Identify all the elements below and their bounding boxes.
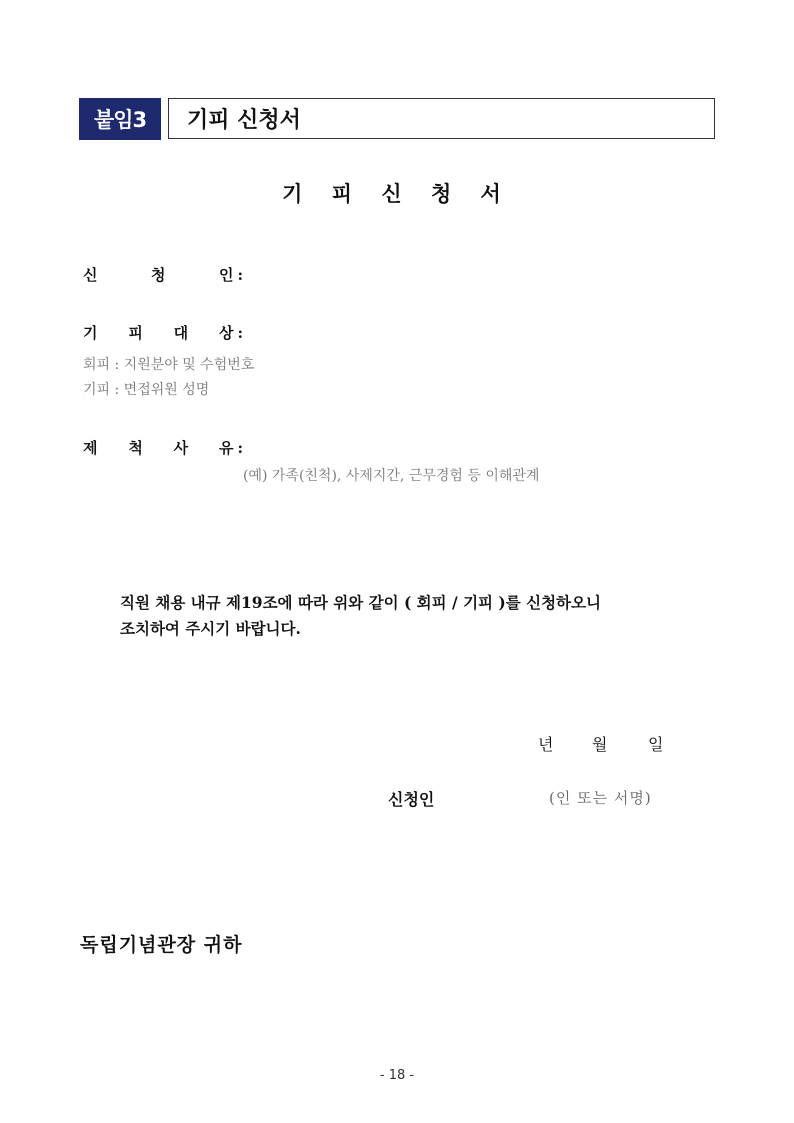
reason-label: 제 척 사 유 : <box>83 439 243 457</box>
date-year: 년 <box>538 735 554 754</box>
signature-label: 신청인 <box>388 790 435 809</box>
body-line-2: 조치하여 주시기 바랍니다. <box>120 619 301 638</box>
target-label: 기 피 대 상 : <box>83 324 243 342</box>
body-line-1: 직원 채용 내규 제19조에 따라 위와 같이 ( 회피 / 기피 )를 신청하오니 <box>120 593 601 612</box>
attachment-tag: 붙임3 <box>79 98 161 140</box>
header-title: 기피 신청서 <box>168 98 715 139</box>
document-title: 기 피 신 청 서 <box>282 182 512 206</box>
date-day: 일 <box>648 735 664 754</box>
target-hint-challenge: 기피 : 면접위원 성명 <box>83 382 210 398</box>
reason-hint: (예) 가족(친척), 사제지간, 근무경험 등 이해관계 <box>243 468 540 484</box>
page-number: - 18 - <box>379 1068 415 1083</box>
signature-hint: (인 또는 서명) <box>549 789 652 807</box>
date-month: 월 <box>592 735 608 754</box>
target-hint-avoid: 회피 : 지원분야 및 수험번호 <box>83 357 255 373</box>
applicant-label: 신 청 인 : <box>83 266 243 284</box>
addressee: 독립기념관장 귀하 <box>80 934 243 956</box>
